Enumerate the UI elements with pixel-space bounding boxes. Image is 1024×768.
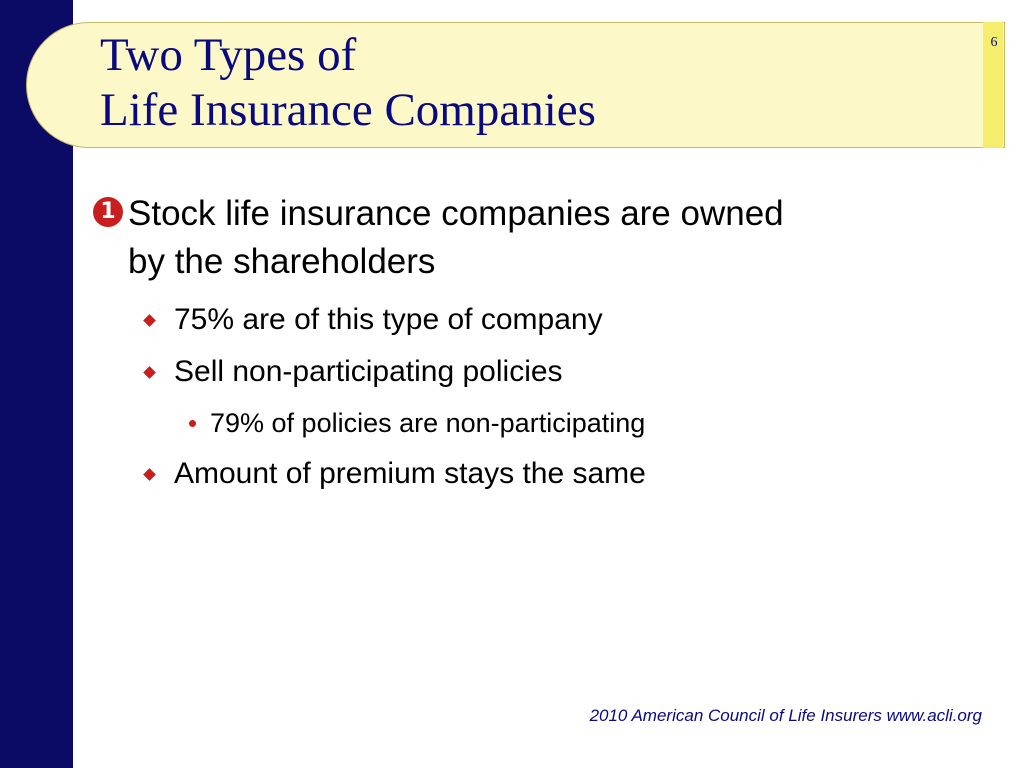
bullet-text: 75% are of this type of company xyxy=(174,303,603,336)
bullet-text xyxy=(92,190,972,286)
slide-footer: 2010 American Council of Life Insurers www.acli.org xyxy=(589,706,982,725)
slide-number: 6 xyxy=(990,35,998,50)
bullet-level-2 xyxy=(145,301,965,339)
bullet-level-2 xyxy=(145,353,965,391)
bullet-text: Sell non-participating policies xyxy=(174,355,563,388)
slide-title-line-2: Life Insurance Companies xyxy=(100,84,596,136)
bullet-text: 79% of policies are non-participating xyxy=(210,408,646,438)
bullet-text-line-1: Stock life insurance companies are owned xyxy=(128,194,784,233)
bullet-text-line-2: by the shareholders xyxy=(128,242,436,281)
bullet-level-3 xyxy=(189,406,969,440)
numbered-circle-icon xyxy=(92,196,124,228)
bullet-number: 1 xyxy=(93,197,123,227)
bullet-level-1 xyxy=(92,190,972,286)
dot-bullet-icon xyxy=(189,420,196,427)
slide-title xyxy=(100,28,596,138)
bullet-level-2 xyxy=(145,455,965,493)
slide-title-line-1: Two Types of xyxy=(100,29,357,81)
bullet-text: Amount of premium stays the same xyxy=(174,457,646,490)
